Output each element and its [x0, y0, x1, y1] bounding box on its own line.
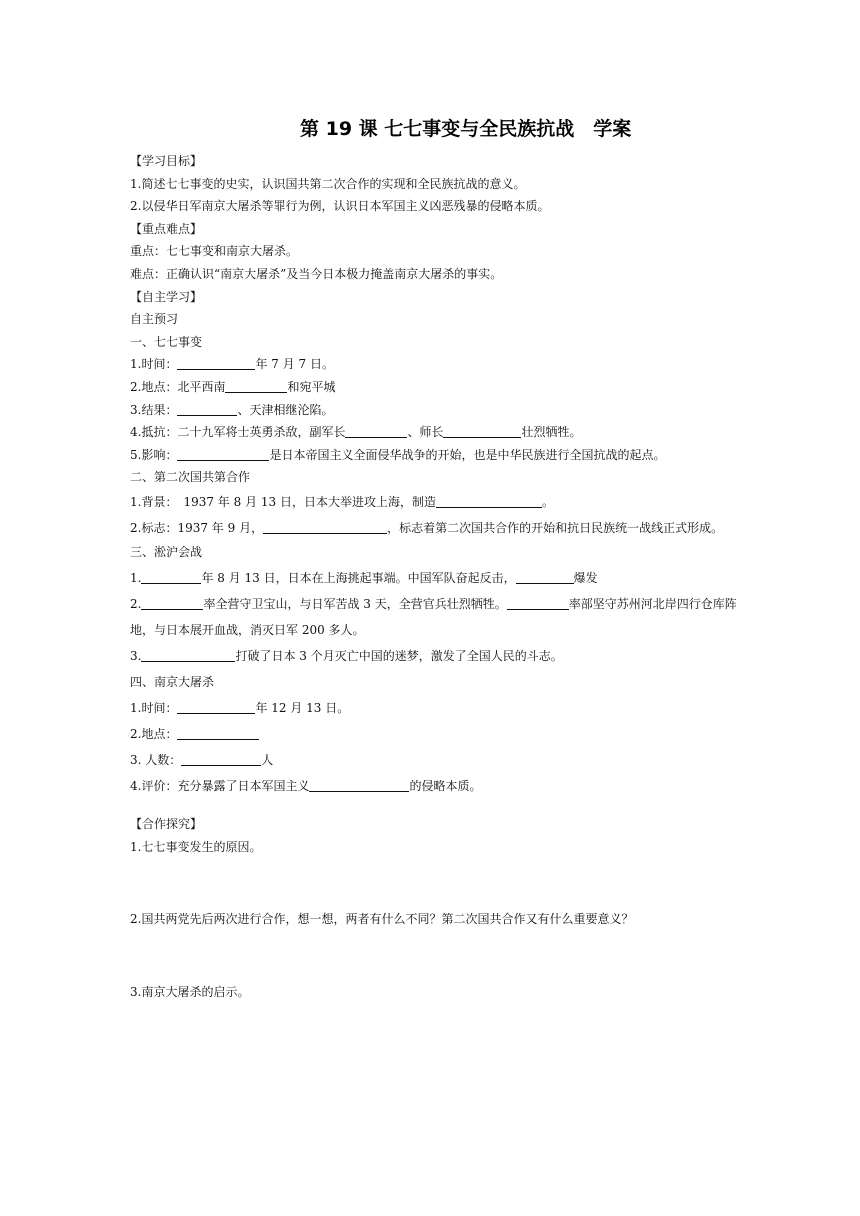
s1-item-1 — [130, 353, 738, 376]
question-2: 2.国共两党先后两次进行合作，想一想，两者有什么不同？第二次国共合作又有什么重要意义？ — [130, 912, 634, 927]
s1-item-3-suffix: 、天津相继沦陷。 — [237, 402, 334, 417]
fill-in-blank[interactable] — [177, 357, 255, 370]
page-title: 第 19 课 七七事变与全民族抗战 学案 — [300, 118, 632, 140]
fill-in-blank[interactable] — [443, 425, 521, 438]
fill-in-blank[interactable] — [177, 727, 259, 740]
difficulty-text: 难点：正确认识“南京大屠杀”及当今日本极力掩盖南京大屠杀的事实。 — [130, 266, 503, 281]
s3-item-2-suffix: 率部坚守苏州河北岸四行仓库阵地，与日本展开血战，消灭日军 200 多人。 — [130, 596, 737, 637]
fill-in-blank[interactable] — [177, 448, 269, 461]
question-1: 1.七七事变发生的原因。 — [130, 839, 262, 854]
s3-item-2-mid: 率全营守卫宝山，与日军苦战 3 天，全营官兵壮烈牺牲。 — [203, 596, 507, 611]
s3-item-3-suffix: 打破了日本 3 个月灭亡中国的迷梦，激发了全国人民的斗志。 — [235, 648, 563, 663]
s1-item-4-mid: 、师长 — [407, 425, 444, 440]
s1-item-2-prefix: 2.地点：北平西南 — [130, 379, 226, 394]
fill-in-blank[interactable] — [263, 521, 387, 534]
s3-item-1-prefix: 1. — [130, 570, 142, 585]
s1-item-3 — [130, 399, 738, 422]
s4-item-1-prefix: 1.时间： — [130, 700, 178, 715]
s3-item-3 — [130, 643, 738, 669]
fill-in-blank[interactable] — [507, 597, 569, 610]
fill-in-blank[interactable] — [345, 425, 407, 438]
s1-item-4-suffix: 壮烈牺牲。 — [521, 425, 582, 440]
s1-item-1-prefix: 1.时间： — [130, 357, 178, 372]
answer-space-2[interactable] — [130, 931, 738, 981]
s1-item-4 — [130, 421, 738, 444]
s3-item-1 — [130, 565, 738, 591]
s2-item-2-prefix: 2.标志：1937 年 9 月， — [130, 520, 264, 535]
answer-space-1[interactable] — [130, 858, 738, 908]
section-1-heading: 一、七七事变 — [130, 334, 203, 349]
s4-item-3 — [130, 747, 738, 773]
section-4-heading: 四、南京大屠杀 — [130, 674, 215, 689]
s2-item-2 — [130, 517, 738, 539]
fill-in-blank[interactable] — [225, 380, 287, 393]
fill-in-blank[interactable] — [141, 649, 235, 662]
question-3: 3.南京大屠杀的启示。 — [130, 984, 250, 999]
s4-item-2-prefix: 2.地点： — [130, 726, 178, 741]
s4-item-3-prefix: 3. 人数： — [130, 752, 182, 767]
fill-in-blank[interactable] — [177, 403, 237, 416]
s1-item-1-suffix: 年 7 月 7 日。 — [255, 357, 334, 372]
s1-item-4-prefix: 4.抵抗：二十九军将士英勇杀敌，副军长 — [130, 425, 346, 440]
fill-in-blank[interactable] — [177, 701, 255, 714]
s2-item-1-suffix: 。 — [541, 494, 554, 509]
fill-in-blank[interactable] — [516, 571, 574, 584]
s3-item-3-prefix: 3. — [130, 648, 142, 663]
s1-item-5-suffix: 是日本帝国主义全面侵华战争的开始，也是中华民族进行全国抗战的起点。 — [269, 447, 666, 462]
s1-item-2-suffix: 和宛平城 — [287, 379, 336, 394]
s2-item-2-suffix: ，标志着第二次国共合作的开始和抗日民族统一战线正式形成。 — [387, 520, 724, 535]
keypoints-header: 【重点难点】 — [130, 221, 203, 236]
s1-item-2 — [130, 376, 738, 399]
goal-item-2: 2.以侵华日军南京大屠杀等罪行为例，认识日本军国主义凶恶残暴的侵略本质。 — [130, 199, 550, 214]
fill-in-blank[interactable] — [309, 779, 409, 792]
selfstudy-header: 【自主学习】 — [130, 289, 203, 304]
s4-item-1-suffix: 年 12 月 13 日。 — [255, 700, 350, 715]
section-2-heading: 二、第二次国共第合作 — [130, 470, 251, 485]
focus-text: 重点：七七事变和南京大屠杀。 — [130, 244, 299, 259]
spacer — [130, 799, 738, 813]
s1-item-5-prefix: 5.影响： — [130, 447, 178, 462]
explore-header: 【合作探究】 — [130, 816, 203, 831]
goals-header: 【学习目标】 — [130, 154, 203, 168]
s3-item-2 — [130, 591, 738, 643]
section-3-heading: 三、淞沪会战 — [130, 544, 203, 559]
fill-in-blank[interactable] — [181, 753, 261, 766]
s3-item-2-prefix: 2. — [130, 596, 142, 611]
s4-item-4-suffix: 的侵略本质。 — [409, 778, 482, 793]
fill-in-blank[interactable] — [141, 597, 203, 610]
s4-item-4-prefix: 4.评价：充分暴露了日本军国主义 — [130, 778, 310, 793]
s1-item-5 — [130, 444, 738, 467]
fill-in-blank[interactable] — [141, 571, 201, 584]
s3-item-1-mid: 年 8 月 13 日，日本在上海挑起事端。中国军队奋起反击， — [201, 570, 516, 585]
s4-item-4 — [130, 773, 738, 799]
s4-item-2 — [130, 721, 738, 747]
s1-item-3-prefix: 3.结果： — [130, 402, 178, 417]
selfstudy-subheading: 自主预习 — [130, 312, 179, 327]
goal-item-1: 1.简述七七事变的史实，认识国共第二次合作的实现和全民族抗战的意义。 — [130, 176, 526, 191]
worksheet-content — [130, 150, 738, 1003]
s2-item-1 — [130, 489, 738, 515]
s4-item-3-suffix: 人 — [261, 752, 274, 767]
fill-in-blank[interactable] — [436, 495, 542, 508]
s2-item-1-prefix: 1.背景： 1937 年 8 月 13 日，日本大举进攻上海，制造 — [130, 494, 436, 509]
s4-item-1 — [130, 695, 738, 721]
s3-item-1-suffix: 爆发 — [573, 570, 598, 585]
